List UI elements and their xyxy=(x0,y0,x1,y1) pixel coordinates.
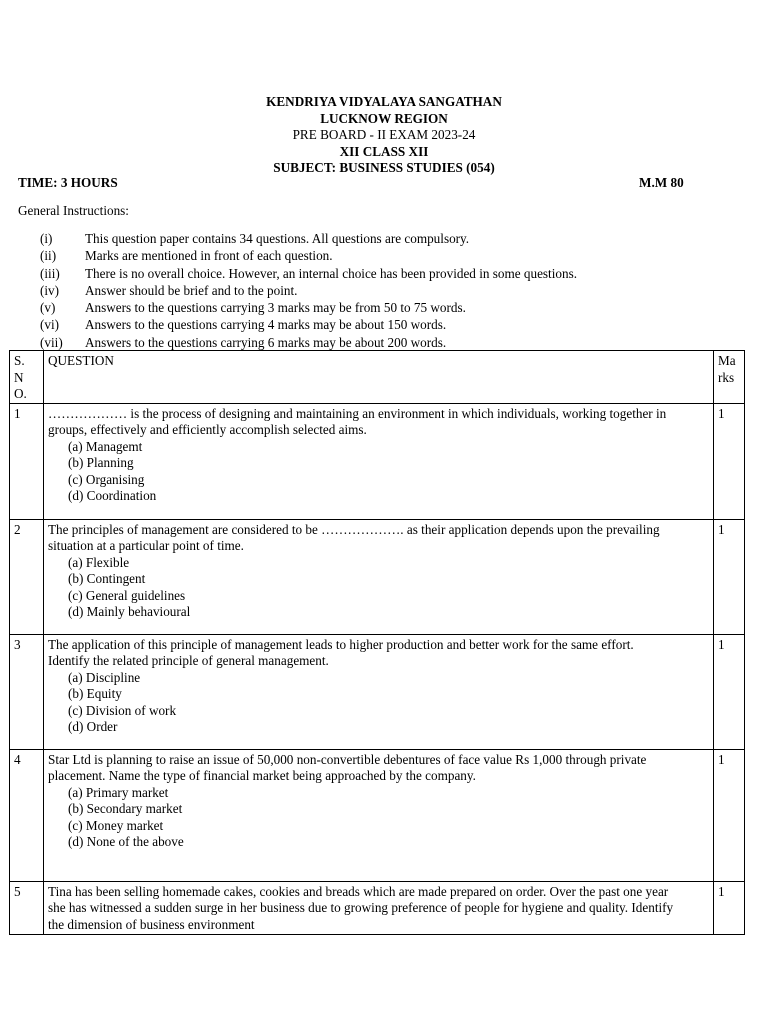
instruction-text: Answers to the questions carrying 3 marks may be from 50 to 75 words. xyxy=(85,300,466,316)
instruction-item xyxy=(40,248,577,265)
question-cell xyxy=(44,634,714,749)
question-cell xyxy=(44,403,714,519)
exam-header xyxy=(0,94,768,177)
question-text: The principles of management are considered to be ………………. as their application depends upon the prevailing xyxy=(48,521,660,537)
question-text: she has witnessed a sudden surge in her business due to growing preference of people for hygiene and quality. Identify xyxy=(48,900,674,915)
question-marks: 1 xyxy=(714,519,745,634)
question-text: ……………… is the process of designing and maintaining an environment in which individuals, working together in xyxy=(48,405,667,421)
option-item: (c) General guidelines xyxy=(68,587,186,603)
question-text: placement. Name the type of financial market being approached by the company. xyxy=(48,768,476,783)
question-text: groups, effectively and efficiently accomplish selected aims. xyxy=(48,422,367,437)
table-row xyxy=(10,881,745,934)
question-marks: 1 xyxy=(714,749,745,881)
instruction-text: Answers to the questions carrying 4 marks may be about 150 words. xyxy=(85,317,447,333)
option-item: (b) Contingent xyxy=(68,571,146,586)
instruction-text: Answer should be brief and to the point. xyxy=(85,282,298,298)
instruction-number: (vii) xyxy=(40,334,63,350)
instruction-text: This question paper contains 34 questions. All questions are compulsory. xyxy=(85,231,470,246)
instruction-number: (iii) xyxy=(40,265,60,281)
option-list xyxy=(68,785,709,851)
instruction-number: (i) xyxy=(40,231,53,246)
instruction-number: (iv) xyxy=(40,282,60,298)
option-item: (b) Planning xyxy=(68,455,134,470)
instruction-item xyxy=(40,300,577,317)
question-table xyxy=(9,350,745,935)
option-item: (d) Coordination xyxy=(68,488,157,503)
question-text: situation at a particular point of time. xyxy=(48,538,244,553)
org-name: KENDRIYA VIDYALAYA SANGATHAN xyxy=(266,94,502,109)
question-number: 4 xyxy=(10,749,44,881)
instruction-text: Answers to the questions carrying 6 marks may be about 200 words. xyxy=(85,334,447,350)
option-item: (a) Flexible xyxy=(68,554,130,570)
sno-header-line: S. xyxy=(14,353,25,368)
question-text: The application of this principle of management leads to higher production and better work for the same effort. xyxy=(48,636,634,652)
option-list xyxy=(68,439,709,505)
option-item: (c) Money market xyxy=(68,817,164,833)
instruction-item xyxy=(40,283,577,300)
time-label: TIME: 3 HOURS xyxy=(18,175,118,190)
instruction-text: Marks are mentioned in front of each question. xyxy=(85,248,333,264)
option-list xyxy=(68,670,709,736)
instruction-number: (ii) xyxy=(40,248,57,264)
instruction-text: There is no overall choice. However, an internal choice has been provided in some questions. xyxy=(85,265,578,281)
question-number: 2 xyxy=(10,519,44,634)
table-row xyxy=(10,749,745,881)
instruction-number: (vi) xyxy=(40,317,60,333)
option-item: (c) Division of work xyxy=(68,702,177,718)
question-cell xyxy=(44,519,714,634)
option-item: (d) None of the above xyxy=(68,834,184,849)
question-marks: 1 xyxy=(714,403,745,519)
question-marks: 1 xyxy=(714,881,745,934)
question-text: Identify the related principle of general management. xyxy=(48,653,329,668)
table-row xyxy=(10,403,745,519)
option-item: (d) Mainly behavioural xyxy=(68,604,191,619)
table-row xyxy=(10,634,745,749)
instructions-list xyxy=(40,231,577,352)
subject-name: SUBJECT: BUSINESS STUDIES (054) xyxy=(273,160,495,176)
marks-header-line: Ma xyxy=(718,353,736,368)
max-marks-label: M.M 80 xyxy=(639,175,684,190)
option-item: (c) Organising xyxy=(68,471,145,487)
question-number: 3 xyxy=(10,634,44,749)
region-name: LUCKNOW REGION xyxy=(320,110,448,126)
table-row xyxy=(10,519,745,634)
sno-header-line: O. xyxy=(14,386,27,401)
question-text: Tina has been selling homemade cakes, cookies and breads which are made prepared on order. Over the past one year xyxy=(48,883,669,899)
option-item: (d) Order xyxy=(68,719,118,734)
sno-header-line: N xyxy=(14,369,24,385)
option-item: (a) Primary market xyxy=(68,784,169,800)
sno-header xyxy=(10,351,44,404)
general-instructions-label: General Instructions: xyxy=(18,203,129,218)
instruction-item xyxy=(40,317,577,334)
question-number: 1 xyxy=(10,403,44,519)
option-item: (b) Secondary market xyxy=(68,801,183,816)
option-item: (b) Equity xyxy=(68,686,122,701)
option-item: (a) Discipline xyxy=(68,669,141,685)
question-text: Star Ltd is planning to raise an issue of 50,000 non-convertible debentures of face value Rs 1,000 through private xyxy=(48,751,647,767)
question-marks: 1 xyxy=(714,634,745,749)
question-number: 5 xyxy=(10,881,44,934)
instruction-item xyxy=(40,266,577,283)
question-cell xyxy=(44,749,714,881)
option-item: (a) Managemt xyxy=(68,438,143,454)
instruction-number: (v) xyxy=(40,300,56,316)
table-header-row xyxy=(10,351,745,404)
question-header: QUESTION xyxy=(44,351,714,404)
exam-name: PRE BOARD - II EXAM 2023-24 xyxy=(292,127,476,143)
marks-header xyxy=(714,351,745,404)
class-name: XII CLASS XII xyxy=(339,143,429,159)
marks-header-line: rks xyxy=(718,369,735,385)
instruction-item xyxy=(40,231,577,248)
option-list xyxy=(68,555,709,621)
question-text: the dimension of business environment xyxy=(48,916,255,932)
question-cell xyxy=(44,881,714,934)
